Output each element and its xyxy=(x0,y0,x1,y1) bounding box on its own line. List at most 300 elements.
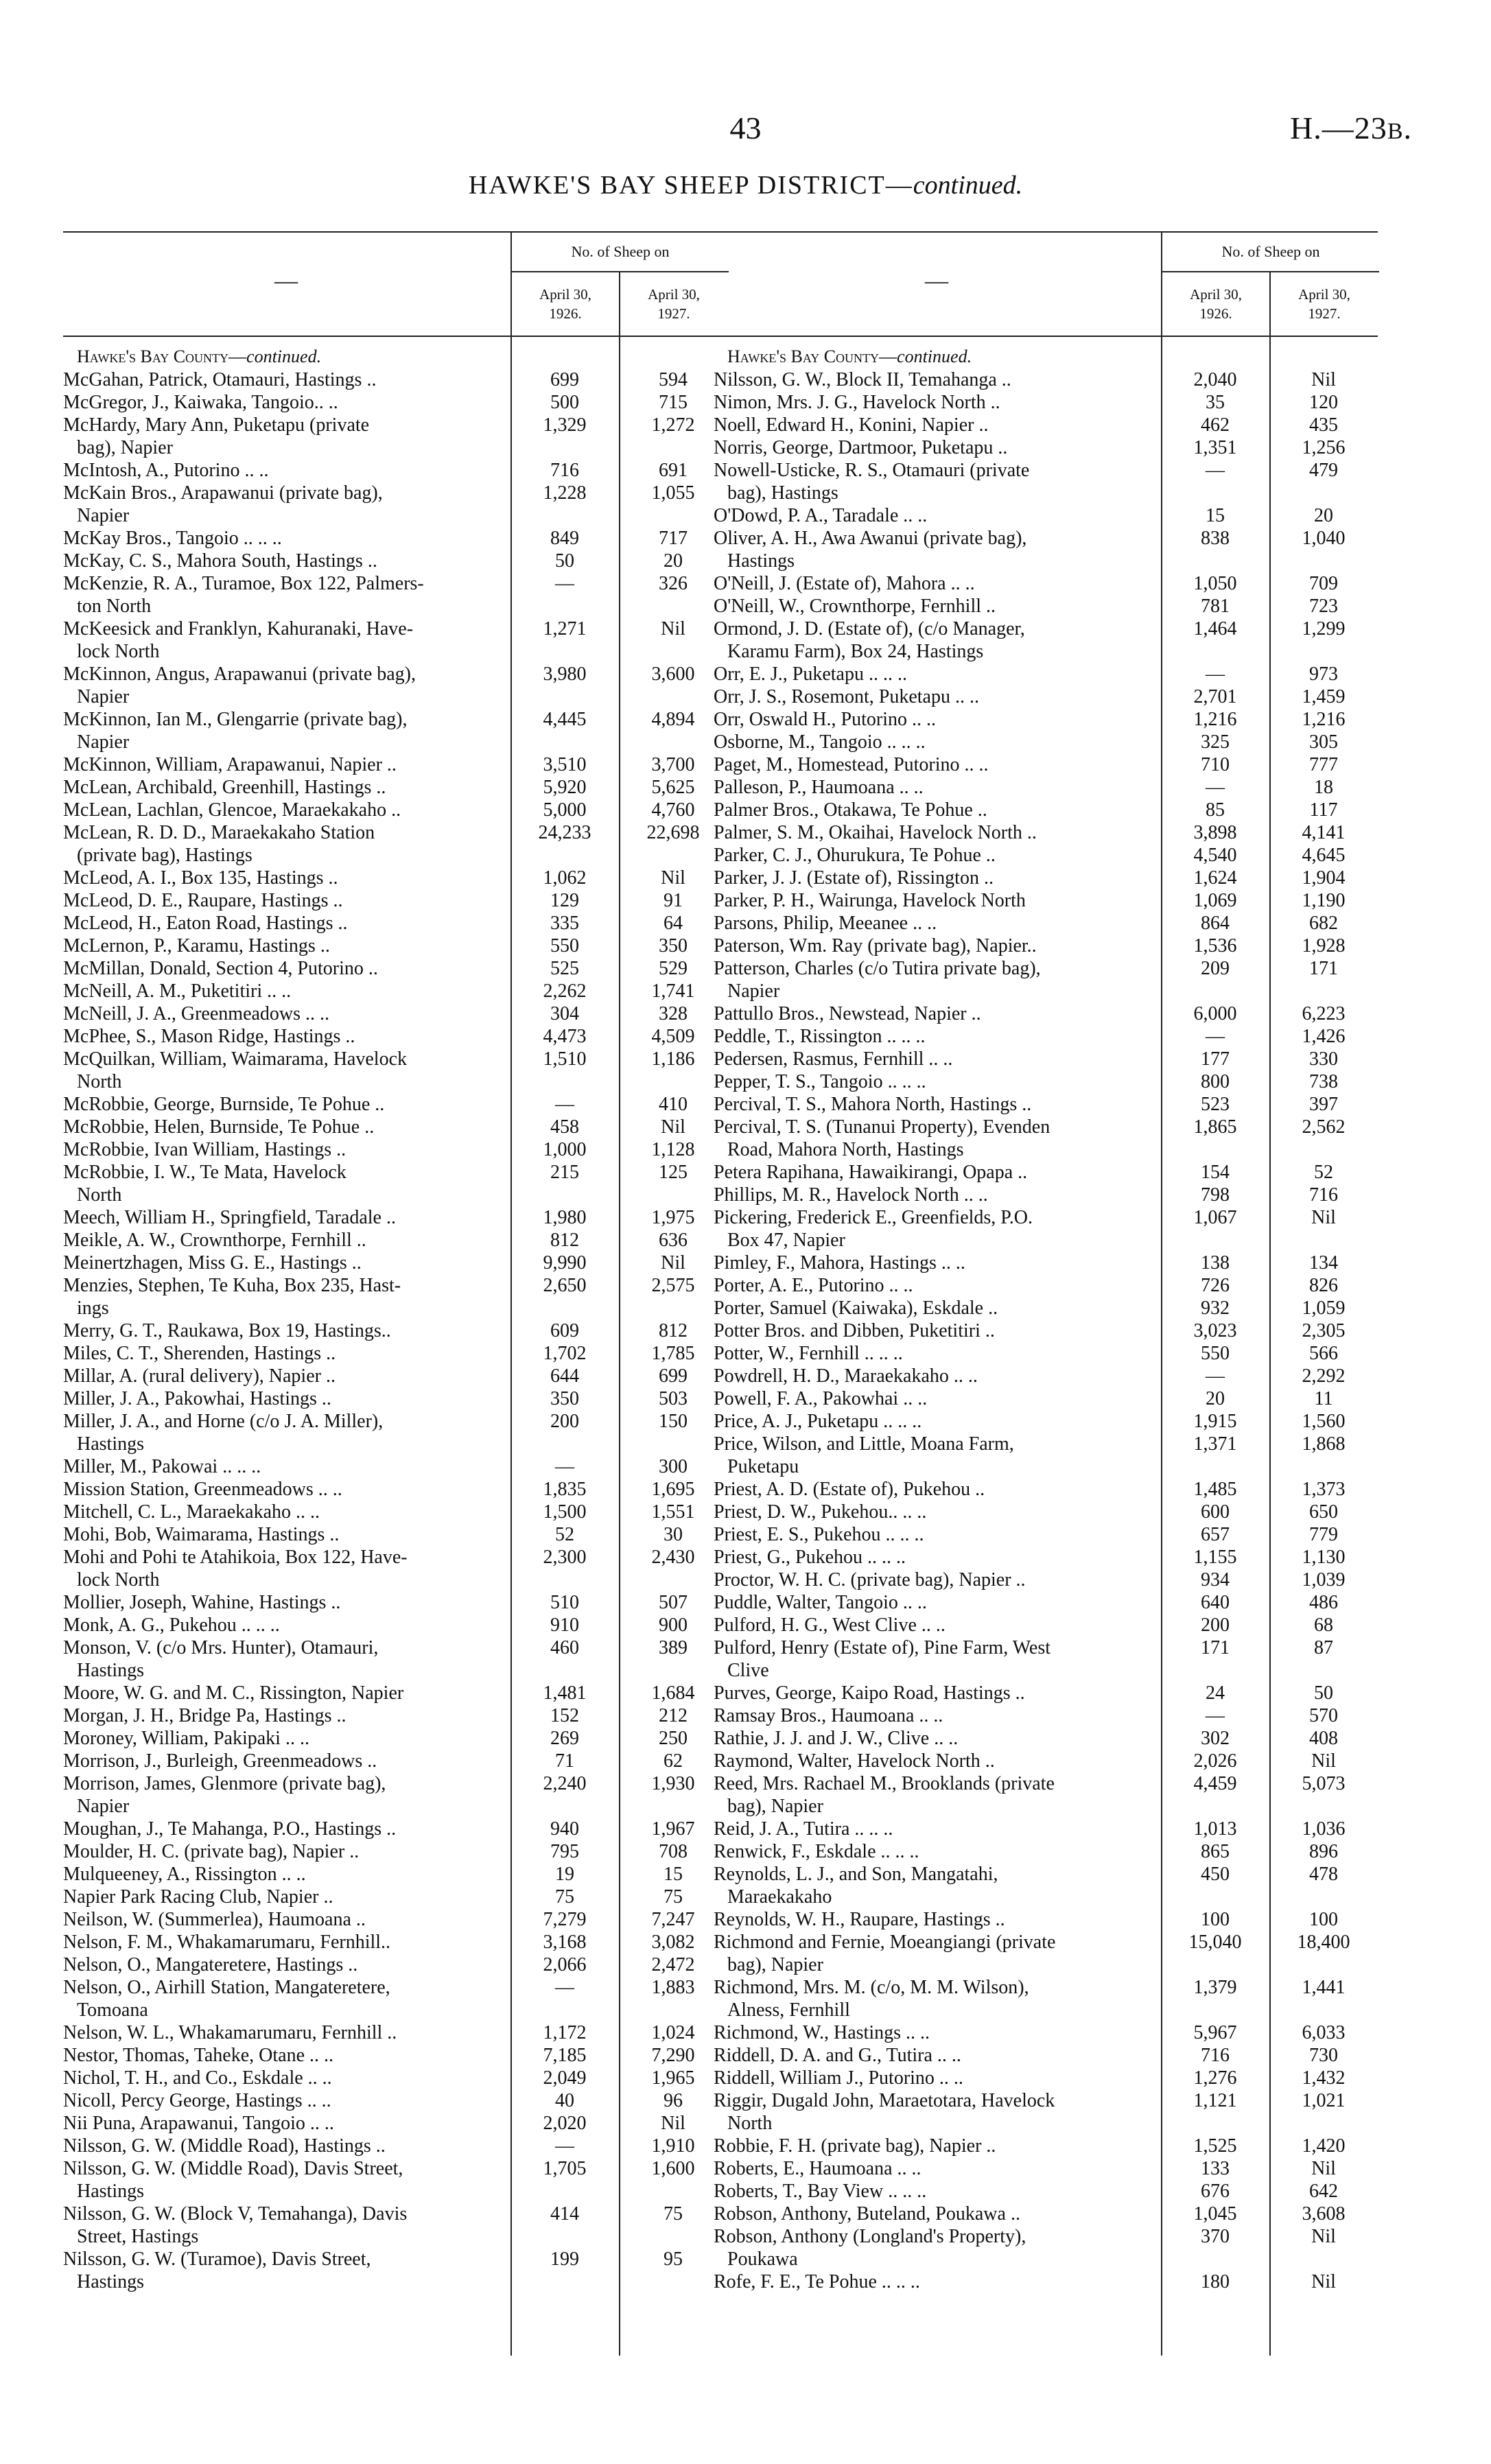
owner-name xyxy=(714,618,1153,663)
sheep-count-1926: 1,481 xyxy=(543,1682,587,1704)
owner-name xyxy=(63,2067,502,2089)
owner-name xyxy=(714,2135,1153,2157)
sheep-count-1927: 2,575 xyxy=(651,1275,695,1296)
sheep-count-1927: 1,055 xyxy=(651,482,695,504)
owner-name-line: Riggir, Dugald John, Maraetotara, Havelock xyxy=(714,2090,1055,2111)
right-rows xyxy=(714,368,1378,2293)
table-row xyxy=(63,2157,727,2203)
owner-name-line: Powdrell, H. D., Maraekakaho .. .. xyxy=(714,1365,978,1387)
owner-name-continuation: Hastings xyxy=(727,550,795,572)
owner-name-line: Ramsay Bros., Haumoana .. .. xyxy=(714,1705,943,1726)
owner-name-continuation: bag), Napier xyxy=(727,1954,823,1975)
table-row xyxy=(63,2044,727,2067)
table-row xyxy=(714,1297,1378,1319)
sheep-count-1926: 1,045 xyxy=(1193,2203,1237,2225)
owner-name-line: Nowell-Usticke, R. S., Otamauri (private xyxy=(714,460,1030,481)
sheep-count-1927: 22,698 xyxy=(646,822,700,843)
col2-line1: April 30, xyxy=(648,286,700,303)
section-title: Hawke's Bay County— xyxy=(77,347,247,366)
table-row xyxy=(714,1704,1378,1727)
owner-name-line: Parker, J. J. (Estate of), Rissington .. xyxy=(714,867,994,889)
document-code xyxy=(1290,110,1412,146)
page-title xyxy=(0,170,1491,200)
sheep-count-1926: 550 xyxy=(550,935,579,957)
owner-name-continuation: lock North xyxy=(77,641,160,662)
table-row xyxy=(714,2067,1378,2089)
sheep-count-1926: 20 xyxy=(1206,1388,1225,1409)
sheep-count-1926: 1,050 xyxy=(1193,573,1237,594)
owner-name-continuation: Hastings xyxy=(77,1660,144,1681)
sheep-count-1926: 15,040 xyxy=(1188,1932,1242,1953)
sheep-count-1926: 934 xyxy=(1201,1569,1230,1591)
owner-name-line: Miller, J. A., Pakowhai, Hastings .. xyxy=(63,1388,331,1409)
sheep-count-1927: 305 xyxy=(1309,731,1338,753)
table-row xyxy=(714,2271,1378,2293)
table-row xyxy=(63,1365,727,1387)
owner-name-line: Pimley, F., Mahora, Hastings .. .. xyxy=(714,1252,965,1274)
sheep-count-1927: 4,645 xyxy=(1302,845,1346,866)
sheep-count-1927: 1,975 xyxy=(651,1207,695,1228)
sheep-count-1927: 150 xyxy=(659,1411,688,1432)
owner-name xyxy=(714,1976,1153,2021)
table-row xyxy=(63,1274,727,1319)
owner-name xyxy=(63,1931,502,1953)
owner-name xyxy=(63,1523,502,1546)
table-row xyxy=(714,2180,1378,2203)
owner-name xyxy=(63,1682,502,1704)
owner-name-continuation: Napier xyxy=(77,686,130,707)
table-row xyxy=(714,1636,1378,1682)
owner-name-line: McKinnon, Ian M., Glengarrie (private bag), xyxy=(63,709,408,730)
sheep-count-1926: 800 xyxy=(1201,1071,1230,1092)
table-row xyxy=(714,436,1378,459)
owner-name-line: Priest, A. D. (Estate of), Pukehou .. xyxy=(714,1479,985,1500)
owner-name xyxy=(63,1319,502,1342)
owner-name-continuation: ton North xyxy=(77,596,152,617)
table-row xyxy=(63,1886,727,1908)
owner-name-line: Meinertzhagen, Miss G. E., Hastings .. xyxy=(63,1252,362,1274)
owner-name xyxy=(63,2157,502,2203)
owner-name-line: Pedersen, Rasmus, Fernhill .. .. xyxy=(714,1048,953,1070)
sheep-count-1927: 6,033 xyxy=(1302,2022,1346,2043)
sheep-count-1927: 1,420 xyxy=(1302,2135,1346,2157)
owner-name xyxy=(714,912,1153,935)
owner-name xyxy=(63,2089,502,2112)
sheep-count-1926: 152 xyxy=(550,1705,579,1726)
table-row xyxy=(63,1206,727,1229)
sheep-count-1926: 500 xyxy=(550,392,579,413)
owner-name-line: Reed, Mrs. Rachael M., Brooklands (private xyxy=(714,1773,1055,1794)
sheep-count-1927: 2,430 xyxy=(651,1547,695,1568)
owner-name-line: Nelson, O., Mangateretere, Hastings .. xyxy=(63,1954,358,1975)
owner-name xyxy=(63,1048,502,1093)
sheep-count-1927: Nil xyxy=(1311,2226,1336,2247)
sheep-count-group-header: No. of Sheep on xyxy=(1161,233,1379,272)
table-row xyxy=(63,1704,727,1727)
owner-name xyxy=(714,504,1153,527)
sheep-count-1926: 3,168 xyxy=(543,1932,587,1953)
table-row xyxy=(714,1342,1378,1365)
owner-name-line: Pepper, T. S., Tangoio .. .. .. xyxy=(714,1071,926,1092)
owner-name xyxy=(63,708,502,753)
col1-line2: 1926. xyxy=(1199,305,1232,322)
owner-name-line: Palleson, P., Haumoana .. .. xyxy=(714,777,924,798)
sheep-count-1927: Nil xyxy=(1311,1207,1336,1228)
sheep-count-1927: 15 xyxy=(664,1864,683,1885)
sheep-count-1926: 177 xyxy=(1201,1048,1230,1070)
owner-name-line: Miller, M., Pakowai .. .. .. xyxy=(63,1456,261,1477)
sheep-count-1926: 910 xyxy=(550,1615,579,1636)
owner-name-continuation: Poukawa xyxy=(727,2249,798,2270)
owner-name-line: Millar, A. (rural delivery), Napier .. xyxy=(63,1365,336,1387)
owner-name xyxy=(63,1410,502,1455)
table-row xyxy=(63,1342,727,1365)
owner-name-line: Porter, Samuel (Kaiwaka), Eskdale .. xyxy=(714,1298,998,1319)
owner-name-line: Miller, J. A., and Horne (c/o J. A. Miller), xyxy=(63,1411,384,1432)
sheep-count-1927: 389 xyxy=(659,1637,688,1658)
table-row xyxy=(714,391,1378,414)
owner-name-line: Robson, Anthony, Buteland, Poukawa .. xyxy=(714,2203,1020,2225)
sheep-count-1926: 85 xyxy=(1206,799,1225,821)
owner-name-continuation: Puketapu xyxy=(727,1456,799,1477)
sheep-count-1927: 570 xyxy=(1309,1705,1338,1726)
sheep-count-1926: 838 xyxy=(1201,528,1230,549)
sheep-count-1926: 19 xyxy=(555,1864,574,1885)
table-row xyxy=(714,708,1378,731)
owner-name-line: Percival, T. S., Mahora North, Hastings .. xyxy=(714,1094,1032,1115)
owner-name-line: Palmer, S. M., Okaihai, Havelock North .. xyxy=(714,822,1037,843)
owner-name xyxy=(714,1093,1153,1116)
sheep-count-1927: 117 xyxy=(1309,799,1338,821)
sheep-count-1926: 40 xyxy=(555,2090,574,2111)
table-row xyxy=(714,867,1378,889)
owner-name xyxy=(714,1410,1153,1433)
sheep-count-1927: 5,625 xyxy=(651,777,695,798)
owner-name-continuation: Hastings xyxy=(77,2271,144,2292)
table-row xyxy=(714,1727,1378,1750)
sheep-count-1926: 699 xyxy=(550,369,579,390)
owner-name xyxy=(63,2135,502,2157)
sheep-count-1927: 717 xyxy=(659,528,688,549)
sheep-count-1927: 900 xyxy=(659,1615,688,1636)
sheep-count-1926: 35 xyxy=(1206,392,1225,413)
table-row xyxy=(63,1908,727,1931)
sheep-count-1926: 657 xyxy=(1201,1524,1230,1545)
owner-name-line: Napier Park Racing Club, Napier .. xyxy=(63,1886,333,1908)
sheep-count-1927: 1,036 xyxy=(1302,1818,1346,1840)
sheep-count-1926: 180 xyxy=(1201,2271,1230,2292)
table-row xyxy=(63,1523,727,1546)
owner-name xyxy=(714,414,1153,436)
sheep-count-1926: 2,650 xyxy=(543,1275,587,1296)
table-row xyxy=(63,1093,727,1116)
sheep-count-1926: 932 xyxy=(1201,1298,1230,1319)
owner-name-line: Mohi, Bob, Waimarama, Hastings .. xyxy=(63,1524,340,1545)
sheep-count-1926: — xyxy=(555,2135,574,2157)
owner-name-line: Priest, G., Pukehou .. .. .. xyxy=(714,1547,906,1568)
table-row xyxy=(714,1569,1378,1591)
owner-name-line: Nilsson, G. W. (Middle Road), Hastings .. xyxy=(63,2135,386,2157)
sheep-count-1927: 1,695 xyxy=(651,1479,695,1500)
sheep-count-1927: 1,551 xyxy=(651,1501,695,1523)
owner-name xyxy=(63,663,502,708)
table-row xyxy=(63,414,727,459)
owner-name-continuation: Napier xyxy=(77,731,130,753)
sheep-count-1926: 865 xyxy=(1201,1841,1230,1862)
table-row xyxy=(63,821,727,867)
sheep-count-1926: — xyxy=(1206,1365,1225,1387)
table-row xyxy=(714,1365,1378,1387)
sheep-count-1927: 96 xyxy=(664,2090,683,2111)
sheep-count-1927: Nil xyxy=(1311,2271,1336,2292)
sheep-count-1926: — xyxy=(555,1094,574,1115)
owner-name-line: Rathie, J. J. and J. W., Clive .. .. xyxy=(714,1728,959,1749)
document-code-main: H.—23 xyxy=(1290,110,1387,145)
owner-name xyxy=(714,663,1153,685)
sheep-count-1927: 723 xyxy=(1309,596,1338,617)
left-table xyxy=(63,231,727,2356)
owner-name-line: Parker, P. H., Wairunga, Havelock North xyxy=(714,890,1026,911)
sheep-count-1927: 1,373 xyxy=(1302,1479,1346,1500)
owner-name-line: Roberts, E., Haumoana .. .. xyxy=(714,2158,921,2179)
table-row xyxy=(63,1455,727,1478)
owner-name-line: Puddle, Walter, Tangoio .. .. xyxy=(714,1592,927,1613)
owner-name-line: Mulqueeney, A., Rissington .. .. xyxy=(63,1864,306,1885)
sheep-count-1927: 350 xyxy=(659,935,688,957)
sheep-count-1927: 636 xyxy=(659,1230,688,1251)
page-number: 43 xyxy=(729,110,762,145)
sheep-count-1927: 730 xyxy=(1309,2045,1338,2066)
table-row xyxy=(63,1319,727,1342)
sheep-count-1926: 75 xyxy=(555,1886,574,1908)
sheep-count-1926: 1,155 xyxy=(1193,1547,1237,1568)
table-row xyxy=(63,1229,727,1252)
owner-name-line: McMillan, Donald, Section 4, Putorino .. xyxy=(63,958,378,979)
owner-name xyxy=(63,1704,502,1727)
owner-name xyxy=(63,1614,502,1636)
sheep-count-1926: 3,980 xyxy=(543,664,587,685)
sheep-count-1926: 812 xyxy=(550,1230,579,1251)
owner-name xyxy=(63,391,502,414)
owner-name xyxy=(63,1206,502,1229)
table-row xyxy=(714,1161,1378,1184)
table-row xyxy=(63,1387,727,1410)
owner-name xyxy=(63,1478,502,1501)
sheep-count-1926: 2,240 xyxy=(543,1773,587,1794)
owner-name-line: Robson, Anthony (Longland's Property), xyxy=(714,2226,1026,2247)
owner-name xyxy=(714,1750,1153,1772)
sheep-count-1926: 864 xyxy=(1201,913,1230,934)
owner-name-line: Reynolds, L. J., and Son, Mangatahi, xyxy=(714,1864,998,1885)
table-row xyxy=(714,912,1378,935)
owner-name-line: Reynolds, W. H., Raupare, Hastings .. xyxy=(714,1909,1005,1930)
owner-name-continuation: Hastings xyxy=(77,1433,144,1455)
sheep-count-1926: 1,228 xyxy=(543,482,587,504)
table-row xyxy=(63,1818,727,1840)
sheep-count-1926: 269 xyxy=(550,1728,579,1749)
sheep-count-1927: 1,600 xyxy=(651,2158,695,2179)
owner-name xyxy=(63,867,502,889)
table-row xyxy=(714,595,1378,618)
column-header-1926 xyxy=(510,272,619,336)
sheep-count-1926: 716 xyxy=(1201,2045,1230,2066)
owner-name-line: Morgan, J. H., Bridge Pa, Hastings .. xyxy=(63,1705,347,1726)
table-row xyxy=(63,1546,727,1591)
sheep-count-1927: 3,082 xyxy=(651,1932,695,1953)
owner-name-line: McKay Bros., Tangoio .. .. .. xyxy=(63,528,282,549)
sheep-count-1926: 7,279 xyxy=(543,1909,587,1930)
sheep-count-1927: Nil xyxy=(661,2113,685,2134)
sheep-count-1926: 1,069 xyxy=(1193,890,1237,911)
owner-name xyxy=(63,1229,502,1252)
owner-name-line: Reid, J. A., Tutira .. .. .. xyxy=(714,1818,893,1840)
table-row xyxy=(63,980,727,1002)
table-row xyxy=(714,1591,1378,1614)
sheep-count-1927: 408 xyxy=(1309,1728,1338,1749)
table-row xyxy=(714,459,1378,504)
column-header-1927 xyxy=(1269,272,1378,336)
sheep-count-1927: 1,967 xyxy=(651,1818,695,1840)
table-row xyxy=(63,1048,727,1093)
sheep-count-1926: 1,062 xyxy=(543,867,587,889)
owner-name xyxy=(714,1433,1153,1478)
sheep-count-1926: 15 xyxy=(1206,505,1225,526)
owner-name xyxy=(63,1591,502,1614)
sheep-count-1927: 62 xyxy=(664,1750,683,1772)
owner-name-line: McLeod, D. E., Raupare, Hastings .. xyxy=(63,890,343,911)
owner-name xyxy=(63,1863,502,1886)
sheep-count-1926: 71 xyxy=(555,1750,574,1772)
sheep-count-1927: 75 xyxy=(664,1886,683,1908)
sheep-count-1926: 133 xyxy=(1201,2158,1230,2179)
sheep-count-1927: Nil xyxy=(1311,2158,1336,2179)
sheep-count-1927: 75 xyxy=(664,2203,683,2225)
sheep-count-1927: 435 xyxy=(1309,414,1338,436)
table-row xyxy=(63,1931,727,1953)
owner-name xyxy=(714,1682,1153,1704)
owner-name xyxy=(714,1002,1153,1025)
table-row xyxy=(714,1772,1378,1818)
owner-name-line: McRobbie, Ivan William, Hastings .. xyxy=(63,1139,347,1160)
table-row xyxy=(714,527,1378,572)
table-row xyxy=(714,753,1378,776)
sheep-count-1927: 2,472 xyxy=(651,1954,695,1975)
sheep-count-1926: 350 xyxy=(550,1388,579,1409)
owner-name xyxy=(714,2157,1153,2180)
owner-name xyxy=(714,1614,1153,1636)
owner-name-line: Priest, D. W., Pukehou.. .. .. xyxy=(714,1501,927,1523)
owner-name-line: Palmer Bros., Otakawa, Te Pohue .. xyxy=(714,799,987,821)
owner-name xyxy=(63,980,502,1002)
sheep-count-1927: 410 xyxy=(659,1094,688,1115)
sheep-count-1927: 1,128 xyxy=(651,1139,695,1160)
owner-name xyxy=(63,1727,502,1750)
sheep-count-1926: 414 xyxy=(550,2203,579,2225)
sheep-count-1927: 709 xyxy=(1309,573,1338,594)
sheep-count-1927: 1,560 xyxy=(1302,1411,1346,1432)
table-row xyxy=(714,2044,1378,2067)
sheep-count-1927: 328 xyxy=(659,1003,688,1024)
owner-name-line: Osborne, M., Tangoio .. .. .. xyxy=(714,731,926,753)
sheep-count-1927: Nil xyxy=(661,1252,685,1274)
col1-line1: April 30, xyxy=(1190,286,1242,303)
sheep-count-1927: 7,247 xyxy=(651,1909,695,1930)
owner-name xyxy=(714,2044,1153,2067)
owner-name-line: Moulder, H. C. (private bag), Napier .. xyxy=(63,1841,360,1862)
sheep-count-1926: 52 xyxy=(555,1524,574,1545)
sheep-count-1927: 507 xyxy=(659,1592,688,1613)
table-row xyxy=(63,459,727,482)
sheep-count-1927: 1,272 xyxy=(651,414,695,436)
table-row xyxy=(63,2135,727,2157)
table-row xyxy=(714,2225,1378,2271)
sheep-count-1926: 5,000 xyxy=(543,799,587,821)
sheep-count-1927: 1,684 xyxy=(651,1682,695,1704)
sheep-count-1926: 129 xyxy=(550,890,579,911)
owner-name-line: Parker, C. J., Ohurukura, Te Pohue .. xyxy=(714,845,996,866)
sheep-count-1927: 52 xyxy=(1314,1162,1333,1183)
sheep-count-1926: 1,329 xyxy=(543,414,587,436)
sheep-count-1927: 566 xyxy=(1309,1343,1338,1364)
sheep-count-1927: 594 xyxy=(659,369,688,390)
sheep-count-1927: 650 xyxy=(1309,1501,1338,1523)
table-row xyxy=(714,1184,1378,1206)
sheep-count-1927: 4,760 xyxy=(651,799,695,821)
sheep-count-1926: 325 xyxy=(1201,731,1230,753)
sheep-count-1926: 849 xyxy=(550,528,579,549)
sheep-count-1926: 609 xyxy=(550,1320,579,1341)
owner-name xyxy=(714,1840,1153,1863)
sheep-count-1926: — xyxy=(1206,460,1225,481)
title-main: HAWKE'S BAY SHEEP DISTRICT— xyxy=(468,171,913,200)
sheep-count-1926: 4,445 xyxy=(543,709,587,730)
table-row xyxy=(63,527,727,550)
owner-name xyxy=(714,1070,1153,1093)
sheep-count-1926: 9,990 xyxy=(543,1252,587,1274)
owner-name-line: Parsons, Philip, Meeanee .. .. xyxy=(714,913,937,934)
sheep-count-1926: — xyxy=(555,573,574,594)
owner-name-continuation: Tomoana xyxy=(77,1999,148,2021)
owner-name xyxy=(714,708,1153,731)
column-rule xyxy=(510,337,512,2356)
table-row xyxy=(63,912,727,935)
owner-name xyxy=(714,1048,1153,1070)
sheep-count-1927: 212 xyxy=(659,1705,688,1726)
sheep-count-1927: 134 xyxy=(1309,1252,1338,1274)
table-row xyxy=(63,889,727,912)
sheep-count-1926: 1,371 xyxy=(1193,1433,1237,1455)
owner-name xyxy=(714,935,1153,957)
table-row xyxy=(714,1116,1378,1161)
sheep-count-1926: 1,013 xyxy=(1193,1818,1237,1840)
owner-name xyxy=(63,957,502,980)
owner-name xyxy=(714,1274,1153,1297)
owner-name-line: Moughan, J., Te Mahanga, P.O., Hastings .. xyxy=(63,1818,397,1840)
table-row xyxy=(63,1727,727,1750)
owner-name-line: Morrison, J., Burleigh, Greenmeadows .. xyxy=(63,1750,377,1772)
sheep-count-1927: Nil xyxy=(661,1116,685,1138)
sheep-count-1926: 710 xyxy=(1201,754,1230,775)
sheep-count-1927: 1,426 xyxy=(1302,1026,1346,1047)
table-row xyxy=(714,1025,1378,1048)
sheep-count-1926: 1,216 xyxy=(1193,709,1237,730)
owner-name xyxy=(63,1636,502,1682)
owner-name-line: Riddell, D. A. and G., Tutira .. .. xyxy=(714,2045,961,2066)
owner-name-line: McLean, Archibald, Greenhill, Hastings .. xyxy=(63,777,386,798)
owner-name-line: Nichol, T. H., and Co., Eskdale .. .. xyxy=(63,2067,332,2089)
sheep-count-1926: 1,000 xyxy=(543,1139,587,1160)
table-row xyxy=(63,1976,727,2021)
